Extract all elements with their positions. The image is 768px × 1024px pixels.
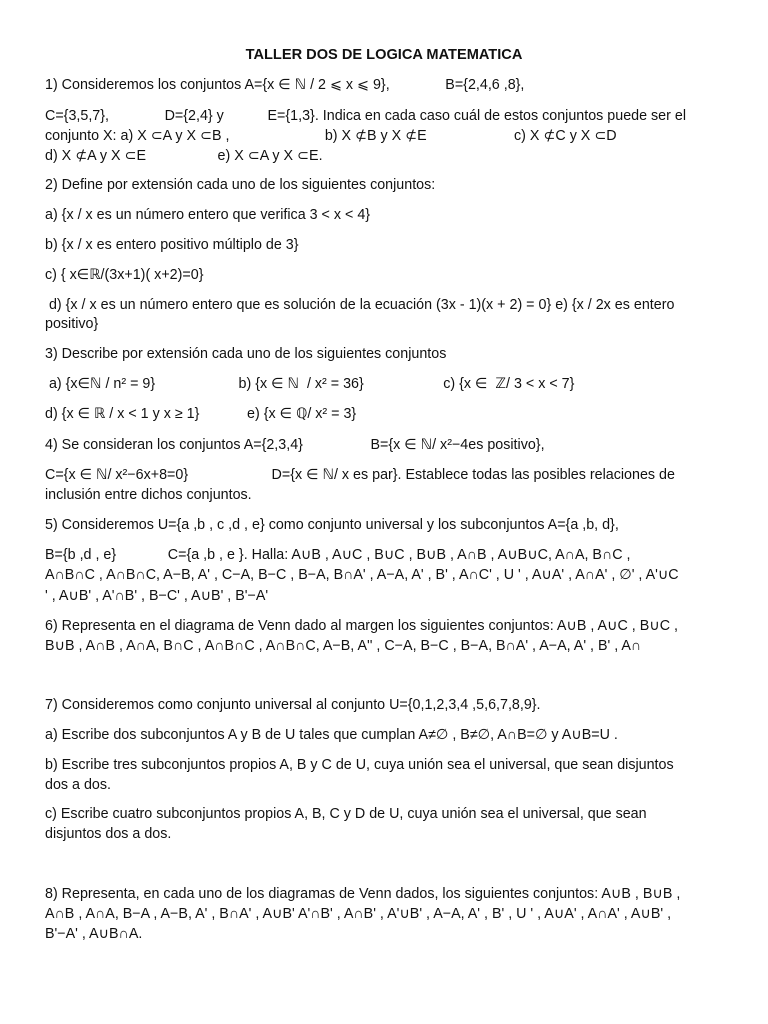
q7-item-c: c) Escribe cuatro subconjuntos propios A, B, C y D de U, cuya unión sea el universal, que sean bbox=[45, 806, 647, 822]
q3-items-de: d) {x ∈ ℝ / x < 1 y x ≥ 1} e) {x ∈ ℚ/ x² = 3} bbox=[45, 406, 357, 422]
page-title: TALLER DOS DE LOGICA MATEMATICA bbox=[245, 47, 523, 63]
q7-item-a: a) Escribe dos subconjuntos A y B de U tales que cumplan A≠∅ , B≠∅, A∩B=∅ y A∪B=U . bbox=[45, 727, 618, 743]
q5-line-4: ' , A∪B' , A'∩B' , B−C' , A∪B' , B'−A' bbox=[45, 588, 269, 604]
q2-item-a: a) {x / x es un número entero que verifica 3 < x < 4} bbox=[45, 207, 371, 223]
q1-line-2: C={3,5,7}, D={2,4} y E={1,3}. Indica en cada caso cuál de estos conjuntos puede ser el bbox=[45, 108, 686, 124]
q8-line-2: A∩B , A∩A, B−A , A−B, A' , B∩A' , A∪B' A'∩B' , A∩B' , A'∪B' , A−A, A' , B' , U ' , A∪A' , A∩A' , A∪B' , bbox=[45, 906, 672, 922]
q4-line-2: C={x ∈ ℕ/ x²−6x+8=0} D={x ∈ ℕ/ x es par}. Establece todas las posibles relaciones de bbox=[45, 467, 675, 483]
q1-line-3: conjunto X: a) X ⊂A y X ⊂B , b) X ⊄B y X ⊄E c) X ⊄C y X ⊂D bbox=[45, 128, 617, 144]
q6-line-1: 6) Representa en el diagrama de Venn dado al margen los siguientes conjuntos: A∪B , A∪C , B∪C , bbox=[45, 618, 679, 634]
q5-line-1: 5) Consideremos U={a ,b , c ,d , e} como conjunto universal y los subconjuntos A={a ,b, d}, bbox=[45, 517, 619, 533]
q2-item-e-cont: positivo} bbox=[45, 316, 99, 332]
q2-heading: 2) Define por extensión cada uno de los siguientes conjuntos: bbox=[45, 177, 436, 193]
q7-item-b: b) Escribe tres subconjuntos propios A, B y C de U, cuya unión sea el universal, que sean disjuntos bbox=[45, 757, 674, 773]
q2-item-c: c) { x∈ℝ/(3x+1)( x+2)=0} bbox=[45, 267, 204, 283]
q5-line-3: A∩B∩C , A∩B∩C, A−B, A' , C−A, B−C , B−A, B∩A' , A−A, A' , B' , A∩C' , U ' , A∪A' , A∩A' , ∅' , A'∪C bbox=[45, 567, 679, 583]
q8-line-3: B'−A' , A∪B∩A. bbox=[45, 926, 143, 942]
q2-item-b: b) {x / x es entero positivo múltiplo de 3} bbox=[45, 237, 299, 253]
q7-item-b-cont: dos a dos. bbox=[45, 777, 111, 793]
q2-item-d: d) {x / x es un número entero que es solución de la ecuación (3x - 1)(x + 2) = 0} e) {x / 2x es entero bbox=[45, 297, 675, 313]
q4-line-3: inclusión entre dichos conjuntos. bbox=[45, 487, 252, 503]
q1-line-4: d) X ⊄A y X ⊂E e) X ⊂A y X ⊂E. bbox=[45, 148, 323, 164]
q1-line-1: 1) Consideremos los conjuntos A={x ∈ ℕ / 2 ⩽ x ⩽ 9}, B={2,4,6 ,8}, bbox=[45, 77, 525, 93]
q4-line-1: 4) Se consideran los conjuntos A={2,3,4} B={x ∈ ℕ/ x²−4es positivo}, bbox=[45, 437, 545, 453]
q3-items-abc: a) {x∈ℕ / n² = 9} b) {x ∈ ℕ / x² = 36} c) {x ∈ ℤ/ 3 < x < 7} bbox=[45, 376, 575, 392]
q5-line-2: B={b ,d , e} C={a ,b , e }. Halla: A∪B , A∪C , B∪C , B∪B , A∩B , A∪B∪C, A∩A, B∩C , bbox=[45, 547, 631, 563]
q6-line-2: B∪B , A∩B , A∩A, B∩C , A∩B∩C , A∩B∩C, A−B, A'' , C−A, B−C , B−A, B∩A' , A−A, A' , B' , A∩ bbox=[45, 638, 642, 654]
q3-heading: 3) Describe por extensión cada uno de los siguientes conjuntos bbox=[45, 346, 447, 362]
q7-heading: 7) Consideremos como conjunto universal al conjunto U={0,1,2,3,4 ,5,6,7,8,9}. bbox=[45, 697, 541, 713]
q7-item-c-cont: disjuntos dos a dos. bbox=[45, 826, 172, 842]
q8-line-1: 8) Representa, en cada uno de los diagramas de Venn dados, los siguientes conjuntos: A∪B , B∪B , bbox=[45, 886, 681, 902]
